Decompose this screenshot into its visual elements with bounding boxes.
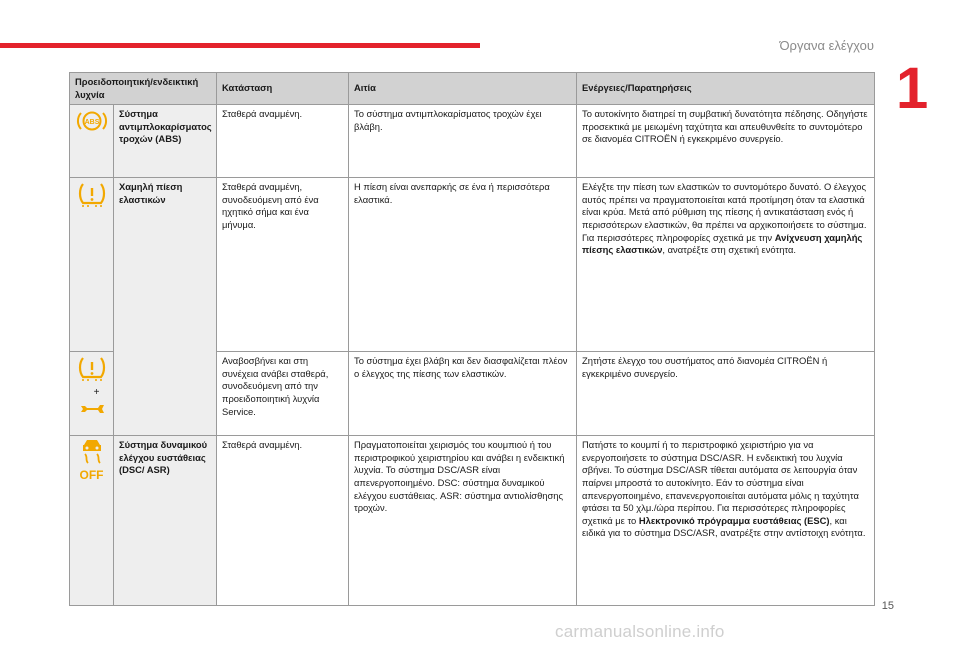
watermark: carmanualsonline.info: [555, 622, 725, 641]
lamp-state: Σταθερά αναμμένη, συνοδευόμενη από ένα ηχητικό σήμα και ένα μήνυμα.: [217, 178, 349, 352]
lamp-cause: Το σύστημα αντιμπλοκαρίσματος τροχών έχει βλάβη.: [349, 105, 577, 178]
lamp-action: [577, 436, 875, 606]
lamp-icon-cell: [70, 105, 114, 178]
column-header-lamp: Προειδοποιητική/ενδεικτική λυχνία: [70, 73, 217, 105]
lamp-cause: Η πίεση είναι ανεπαρκής σε ένα ή περισσότερα ελαστικά.: [349, 178, 577, 352]
column-header-state: Κατάσταση: [217, 73, 349, 105]
cross-reference-link[interactable]: Ηλεκτρονικό πρόγραμμα ευστάθειας (ESC): [638, 514, 830, 526]
lamp-name: Σύστημα δυναμικού ελέγχου ευστάθειας (DSC/ ASR): [114, 436, 217, 606]
lamp-icon-cell: [70, 352, 114, 436]
lamp-action: [577, 178, 875, 352]
lamp-icon-cell: [70, 436, 114, 606]
table-row: [70, 436, 875, 606]
column-header-cause: Αιτία: [349, 73, 577, 105]
lamp-state: Σταθερά αναμμένη.: [217, 105, 349, 178]
action-text-end: , ανατρέξτε στη σχετική ενότητα.: [662, 244, 797, 256]
off-label: OFF: [79, 467, 104, 482]
column-header-action: Ενέργειες/Παρατηρήσεις: [577, 73, 875, 105]
cross-reference-link[interactable]: Ανίχνευση χαμηλής πίεσης ελαστικών: [582, 231, 863, 256]
lamp-cause: Το σύστημα έχει βλάβη και δεν διασφαλίζεται πλέον ο έλεγχος της πίεσης των ελαστικών.: [349, 352, 577, 436]
chapter-number: 1: [896, 56, 929, 121]
lamp-state: Αναβοσβήνει και στη συνέχεια ανάβει σταθερά, συνοδευόμενη από την προειδοποιητική λυχνία Service.: [217, 352, 349, 436]
lamp-action: Ζητήστε έλεγχο του συστήματος από διανομέα CITROËN ή εγκεκριμένο συνεργείο.: [577, 352, 875, 436]
action-text: Πατήστε το κουμπί ή το περιστροφικό χειριστήριο για να ενεργοποιήσετε το σύστημα DSC/ASR. Η ενδεικτική του λυχνία σβήνει. Το σύστημα DSC/ASR τίθεται αυτόματα σε λειτουργία όταν παίρνει μπροστά το αυτοκίνητο. Εάν το σύστημα είναι απενεργοποιημένο, επανενεργοποιείται αυτόματα μόλις η ταχύτητα φτάσει τα 50 χλμ./ώρα περίπου. Για περισσότερες πληροφορίες σχετικά με το: [582, 439, 859, 526]
abs-warning-icon: [75, 108, 109, 134]
lamp-cause: Πραγματοποιείται χειρισμός του κουμπιού ή του περιστροφικού χειριστηρίου και ανάβει η ενδεικτική λυχνία. Το σύστημα DSC/ASR είναι απενεργοποιημένο. DSC: σύστημα δυναμικού ελέγχου ευστάθειας. ASR: σύστημα αντιολίσθησης τροχών.: [349, 436, 577, 606]
lamp-action: Το αυτοκίνητο διατηρεί τη συμβατική δυνατότητα πέδησης. Οδηγήστε προσεκτικά με μειωμένη ταχύτητα και απευθυνθείτε το συντομότερο σε διανομέα CITROËN ή εγκεκριμένο συνεργείο.: [577, 105, 875, 178]
table-row: [70, 178, 875, 352]
warning-lamps-table: [69, 72, 875, 606]
plus-sign: +: [93, 386, 100, 398]
lamp-icon-cell: [70, 178, 114, 352]
tyre-pressure-icon: [76, 355, 108, 383]
dsc-off-icon: [77, 439, 107, 465]
section-title: Όργανα ελέγχου: [779, 38, 874, 53]
top-accent-bar: [0, 43, 480, 48]
tyre-pressure-icon: [76, 181, 108, 209]
action-text-end: , και ειδικά για το σύστημα DSC/ASR, ανατρέξτε στην αντίστοιχη ενότητα.: [582, 514, 866, 539]
table-header-row: [70, 73, 875, 105]
page-number: 15: [881, 600, 894, 612]
table-row: [70, 105, 875, 178]
lamp-state: Σταθερά αναμμένη.: [217, 436, 349, 606]
lamp-name: Σύστημα αντιμπλοκαρίσματος τροχών (ABS): [114, 105, 217, 178]
action-text: Ελέγξτε την πίεση των ελαστικών το συντομότερο δυνατό. Ο έλεγχος αυτός πρέπει να πραγματοποιείται κατά προτίμηση όταν τα ελαστικά είναι κρύα. Μετά από ρύθμιση της πίεσης ή αντικατάσταση ενός ή περισσότερων ελαστικών, θα πρέπει να αρχικοποιήσετε το σύστημα. Για περισσότερες πληροφορίες σχετικά με την: [582, 181, 867, 243]
lamp-name: Χαμηλή πίεση ελαστικών: [114, 178, 217, 436]
wrench-icon: [78, 402, 106, 416]
svg-text:ABS: ABS: [84, 119, 100, 127]
